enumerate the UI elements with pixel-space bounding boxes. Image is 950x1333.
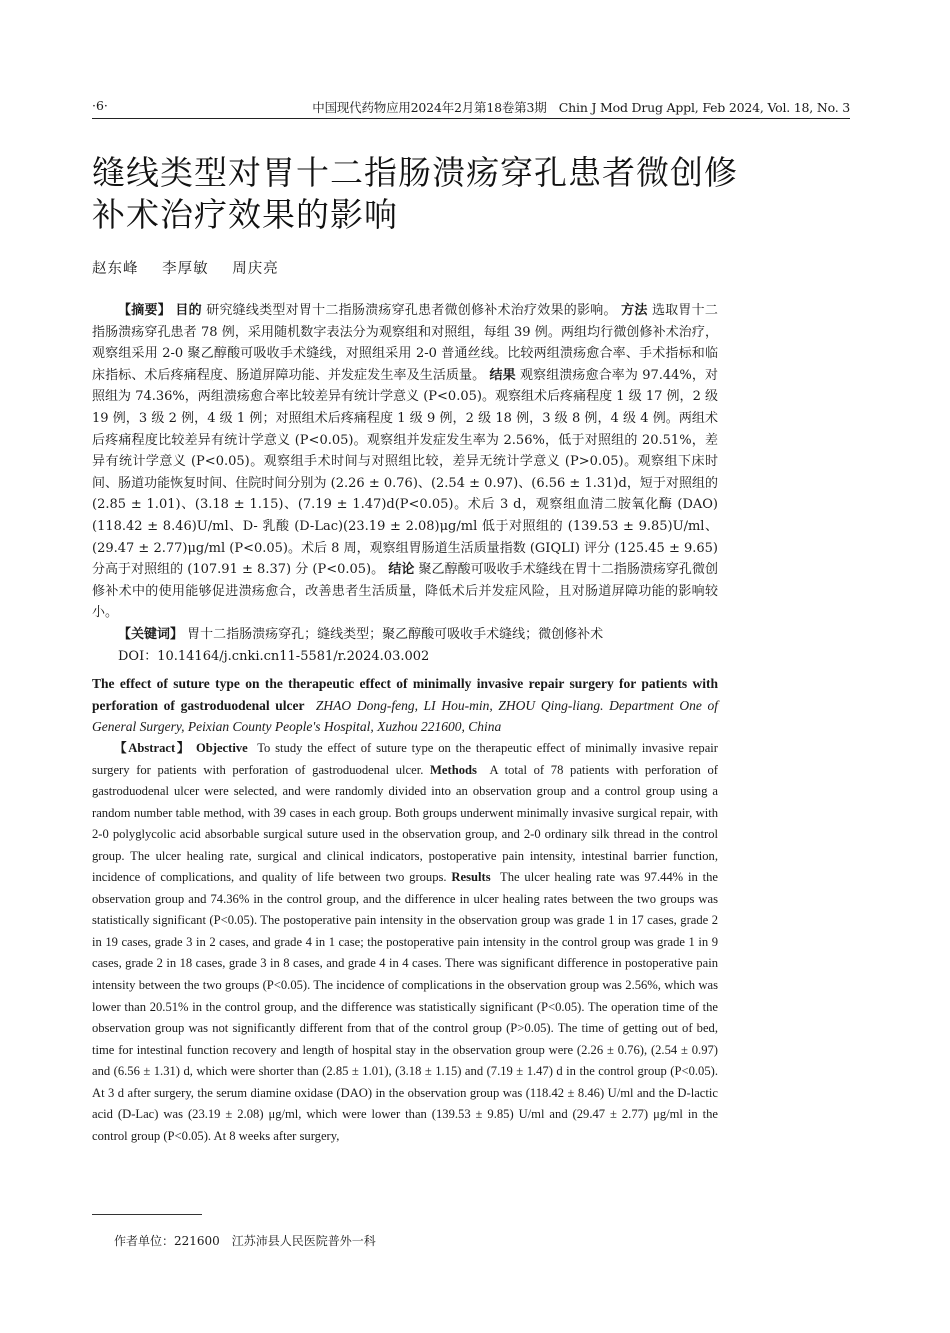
author: 周庆亮 [232,261,279,277]
abstract-label: 【摘要】 [118,303,171,318]
english-abstract-body [92,738,718,1147]
methods-text-en: A total of 78 patients with perforation of gastroduodenal ulcer were selected, and were randomly divided into an observation group and a control group using a random number table method, with 39 cases in each group. Both groups underwent minimally invasive surgical repair, with 2-0 polyglycolic acid absorbable surgical suture used in the observation group, and 2-0 ordinary silk thread in the control group. The ulcer healing rate, surgical and clinical indicators, postoperative pain intensity, intestinal barrier function, incidence of complications, and quality of life between two groups. [92,762,718,885]
english-title-block [92,673,718,738]
objective-label: 目的 [175,303,202,318]
footnote-rule [92,1214,202,1215]
abstract-label-en: 【Abstract】 [114,741,192,755]
author-list [92,257,297,278]
methods-label-en: Methods [430,762,477,777]
chinese-abstract [92,300,718,667]
keywords-text: 胃十二指肠溃疡穿孔；缝线类型；聚乙醇酸可吸收手术缝线；微创修补术 [187,626,604,642]
results-label-en: Results [451,870,491,885]
objective-text: 研究缝线类型对胃十二指肠溃疡穿孔患者微创修补术治疗效果的影响。 [206,303,617,318]
author: 赵东峰 [92,261,139,277]
keywords [92,624,718,646]
conclusion-text: 聚乙醇酸可吸收手术缝线在胃十二指肠溃疡穿孔微创修补术中的使用能够促进溃疡愈合，改善患者生活质量，降低术后并发症风险，且对肠道屏障功能的影响较小。 [92,562,718,621]
article-title: 缝线类型对胃十二指肠溃疡穿孔患者微创修补术治疗效果的影响 [92,153,738,234]
objective-text-en: To study the effect of suture type on the therapeutic effect of minimally invasive repair surgery for patients with perforation of gastroduodenal ulcer. [92,741,718,777]
running-header [92,96,850,119]
methods-label: 方法 [621,303,648,318]
methods-text: 选取胃十二指肠溃疡穿孔患者 78 例，采用随机数字表法分为观察组和对照组，每组 39 例。两组均行微创修补术治疗，观察组采用 2-0 聚乙醇酸可吸收手术缝线，对照组采用 2-0 普通丝线。比较两组溃疡愈合率、手术指标和临床指标、术后疼痛程度、肠道屏障功能、并发症发生率及生活质量。 [92,303,718,383]
english-title: The effect of suture type on the therapeutic effect of minimally invasive repair surgery for patients with perforation of gastroduodenal ulcer [92,676,718,713]
english-abstract [92,738,718,1147]
results-text-en: The ulcer healing rate was 97.44% in the observation group and 74.36% in the control group, and the difference in ulcer healing rates between the two groups was statistically significant (P<0.05). The postoperative pain intensity in the observation group was grade 1 in 17 cases, grade 2 in 19 cases, grade 3 in 2 cases, and grade 4 in 1 case; the postoperative pain intensity in the control group was grade 1 in 9 cases, grade 2 in 18 cases, grade 3 in 8 cases, and grade 4 in 4 cases. There was significant difference in postoperative pain intensity between the two groups (P<0.05). The incidence of complications in the observation group was 2.56%, which was lower than 20.51% in the control group, and the difference was statistically significant (P<0.05). The operation time of the observation group was not significantly different from that of the control group (P>0.05). The time of getting out of bed, time for intestinal function recovery and length of hospital stay in the observation group were (2.26 ± 0.76), (2.54 ± 0.97) and (6.56 ± 1.31) d, which were shorter than (2.85 ± 1.01), (3.18 ± 1.15) and (7.19 ± 1.47) d in the control group (P<0.05). At 3 d after surgery, the serum diamine oxidase (DAO) in the observation group was (118.42 ± 8.46) U/ml and the D-lactic acid (D-Lac) was (23.19 ± 2.08) μg/ml, which were lower than (139.53 ± 9.85) U/ml and (29.47 ± 2.77) μg/ml in the control group (P<0.05). At 8 weeks after surgery, [92,870,718,1143]
english-authors-affiliation: ZHAO Dong-feng, LI Hou-min, ZHOU Qing-liang. Department One of General Surgery, Peixian County People's Hospital, Xuzhou 221600, China [92,697,718,735]
results-label: 结果 [489,367,516,383]
journal-citation: 中国现代药物应用2024年2月第18卷第3期 Chin J Mod Drug Appl, Feb 2024, Vol. 18, No. 3 [312,100,850,115]
conclusion-label: 结论 [388,562,415,578]
doi: DOI：10.14164/j.cnki.cn11-5581/r.2024.03.002 [118,648,430,664]
author-affiliation-footnote: 作者单位：221600 江苏沛县人民医院普外一科 [114,1234,376,1248]
objective-label-en: Objective [195,741,248,755]
chinese-abstract-body [92,300,718,624]
author: 李厚敏 [162,261,209,277]
results-text: 观察组溃疡愈合率为 97.44%，对照组为 74.36%，两组溃疡愈合率比较差异有统计学意义 (P<0.05)。观察组术后疼痛程度 1 级 17 例，2 级 19 例，3 级 2 例，4 级 1 例；对照组术后疼痛程度 1 级 9 例，2 级 18 例，3 级 8 例，4 级 4 例。两组术后疼痛程度比较差异有统计学意义 (P<0.05)。观察组并发症发生率为 2.56%，低于对照组的 20.51%，差异有统计学意义 (P<0.05)。观察组手术时间与对照组比较，差异无统计学意义 (P>0.05)。观察组下床时间、肠道功能恢复时间、住院时间分别为 (2.26 ± 0.76)、(2.54 ± 0.97)、(6.56 ± 1.31)d，短于对照组的 (2.85 ± 1.01)、(3.18 ± 1.15)、(7.19 ± 1.47)d(P<0.05)。术后 3 d，观察组血清二胺氧化酶 (DAO)(118.42 ± 8.46)U/ml、D- 乳酸 (D-Lac)(23.19 ± 2.08)μg/ml 低于对照组的 (139.53 ± 9.85)U/ml、(29.47 ± 2.77)μg/ml (P<0.05)。术后 8 周，观察组胃肠道生活质量指数 (GIQLI) 评分 (125.45 ± 9.65) 分高于对照组的 (107.91 ± 8.37) 分 (P<0.05)。 [92,367,718,578]
keywords-label: 【关键词】 [118,626,184,642]
page-number: ·6· [92,98,108,113]
